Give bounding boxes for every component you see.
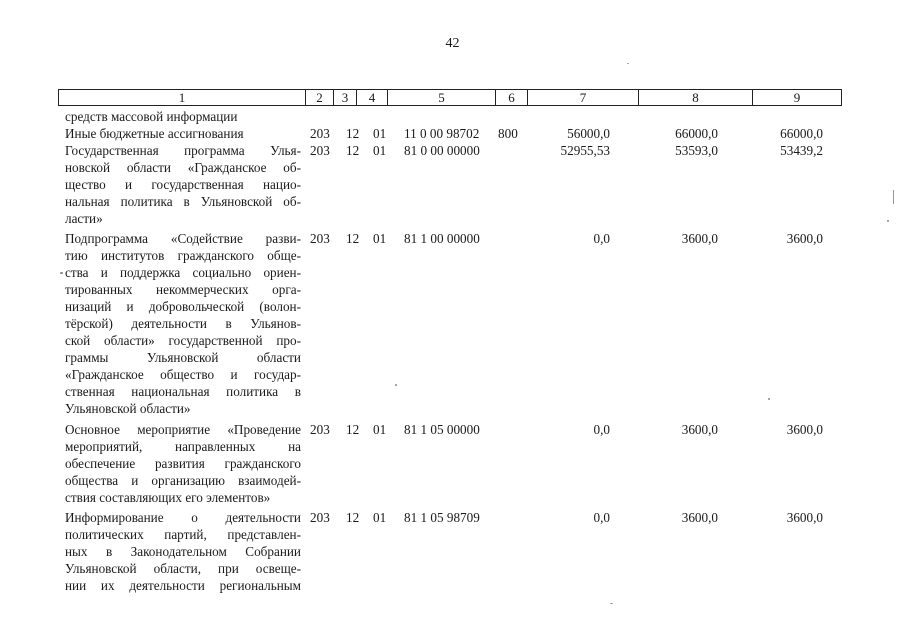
row-cell-2: 203 [310, 510, 330, 525]
row-cell-7: 56000,0 [567, 126, 610, 141]
row-desc-line: ства и поддержка социально ориен- [65, 265, 301, 280]
scan-speck [610, 603, 613, 604]
scan-speck [887, 220, 889, 222]
header-col-6: 6 [495, 90, 527, 105]
row-desc-line: Основное мероприятие «Проведение [65, 422, 301, 437]
row-cell-6: 800 [498, 126, 518, 141]
row-cell-4: 01 [373, 422, 387, 437]
row-cell-2: 203 [310, 231, 330, 246]
row-cell-5: 11 0 00 98702 [404, 126, 480, 141]
row-cell-9: 66000,0 [780, 126, 823, 141]
continuation-text [65, 108, 301, 125]
row-desc-line: Подпрограмма «Содействие разви- [65, 231, 301, 246]
scan-speck [60, 272, 63, 274]
row-desc-line: граммы Ульяновской области [65, 350, 301, 365]
row-desc-line: политических партий, представлен- [65, 527, 301, 542]
row-desc-line: низаций и добровольческой (волон- [65, 299, 301, 314]
row-desc-line: ственная национальная политика в [65, 384, 301, 399]
row-desc-line: «Гражданское общество и государ- [65, 367, 301, 382]
row-cell-9: 3600,0 [786, 510, 823, 525]
table-row-desc [65, 230, 301, 417]
row-desc-line: тёрской) деятельности в Ульянов- [65, 316, 301, 331]
row-cell-9: 53439,2 [780, 143, 823, 158]
table-row-desc [65, 421, 301, 506]
row-desc-line: нальная политика в Ульяновской об- [65, 194, 301, 209]
row-desc-line: Ульяновской области, при освеще- [65, 561, 301, 576]
row-cell-2: 203 [310, 126, 330, 141]
row-cell-5: 81 1 05 98709 [404, 510, 480, 525]
row-cell-5: 81 1 05 00000 [404, 422, 480, 437]
header-col-5: 5 [387, 90, 495, 105]
row-cell-4: 01 [373, 126, 387, 141]
row-cell-5: 81 1 00 00000 [404, 231, 480, 246]
table-row-desc [65, 142, 301, 227]
row-desc-line: ласти» [65, 211, 103, 226]
row-cell-5: 81 0 00 00000 [404, 143, 480, 158]
scan-speck [768, 398, 770, 400]
header-col-4: 4 [356, 90, 387, 105]
row-cell-8: 66000,0 [675, 126, 718, 141]
scan-speck [893, 190, 894, 204]
row-desc-line: тированных некоммерческих орга- [65, 282, 301, 297]
row-cell-9: 3600,0 [786, 422, 823, 437]
row-desc-line: ных в Законодательном Собрании [65, 544, 301, 559]
scan-speck [627, 63, 629, 64]
header-col-9: 9 [752, 90, 841, 105]
row-cell-7: 0,0 [593, 422, 610, 437]
row-cell-9: 3600,0 [786, 231, 823, 246]
row-cell-4: 01 [373, 510, 387, 525]
header-col-1: 1 [178, 90, 186, 105]
table-row-desc [65, 125, 301, 142]
header-col-7: 7 [527, 90, 638, 105]
table-header-row [58, 89, 842, 106]
header-col-3: 3 [333, 90, 356, 105]
row-desc-line: мероприятий, направленных на [65, 439, 301, 454]
row-cell-7: 52955,53 [560, 143, 610, 158]
row-desc-line: Государственная программа Улья- [65, 143, 301, 158]
row-cell-3: 12 [346, 231, 360, 246]
row-cell-7: 0,0 [593, 231, 610, 246]
header-col-2: 2 [305, 90, 333, 105]
row-cell-8: 3600,0 [681, 422, 718, 437]
row-cell-8: 53593,0 [675, 143, 718, 158]
row-cell-3: 12 [346, 510, 360, 525]
row-desc-line: Ульяновской области» [65, 401, 191, 416]
row-desc-line: нии их деятельности региональным [65, 578, 301, 593]
row-cell-8: 3600,0 [681, 231, 718, 246]
table-row-desc [65, 509, 301, 594]
row-desc-line: ствия составляющих его элементов» [65, 490, 271, 505]
row-desc-line: Информирование о деятельности [65, 510, 301, 525]
row-desc-line: новской области «Гражданское об- [65, 160, 301, 175]
row-cell-3: 12 [346, 422, 360, 437]
row-cell-3: 12 [346, 143, 360, 158]
scan-speck [395, 384, 397, 386]
page-number: 42 [445, 36, 460, 51]
row-desc-line: тию институтов гражданского обще- [65, 248, 301, 263]
row-desc-line: обеспечение развития гражданского [65, 456, 301, 471]
row-cell-2: 203 [310, 143, 330, 158]
row-cell-4: 01 [373, 143, 387, 158]
row-cell-7: 0,0 [593, 510, 610, 525]
row-cell-8: 3600,0 [681, 510, 718, 525]
continuation-line: средств массовой информации [65, 109, 238, 124]
row-cell-4: 01 [373, 231, 387, 246]
row-desc-line: ской области» государственной про- [65, 333, 301, 348]
header-col-8: 8 [638, 90, 752, 105]
row-desc-line: Иные бюджетные ассигнования [65, 126, 244, 141]
row-cell-3: 12 [346, 126, 360, 141]
row-desc-line: общества и организацию взаимодей- [65, 473, 301, 488]
row-cell-2: 203 [310, 422, 330, 437]
row-desc-line: щество и государственная нацио- [65, 177, 301, 192]
